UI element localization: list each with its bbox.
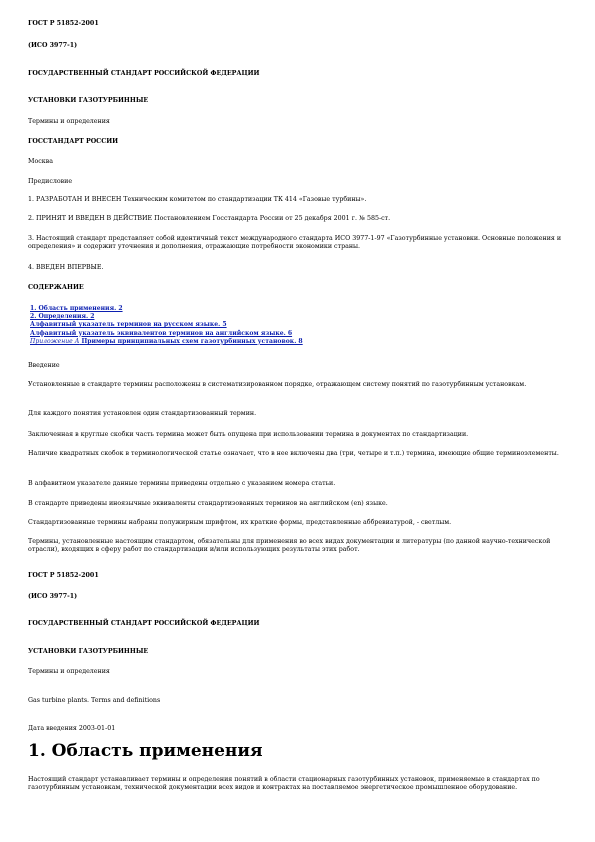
- contents-heading: СОДЕРЖАНИЕ: [28, 284, 84, 291]
- intro-paragraph-7: Стандартизованные термины набраны полужирным шрифтом, их краткие формы, представленные аббревиатурой, - светлым.: [28, 519, 452, 526]
- intro-paragraph-8: Термины, установленные настоящим стандартом, обязательны для применения во всех видах документации и литературы (по данной научно-технической отрасли), входящих в сферу работ по стандартизации и/или использующих результаты этих работ.: [28, 538, 551, 554]
- second-state-standard-label: ГОСУДАРСТВЕННЫЙ СТАНДАРТ РОССИЙСКОЙ ФЕДЕРАЦИИ: [28, 620, 260, 627]
- second-document-subtitle: Термины и определения: [28, 668, 110, 675]
- foreword-item-4: 4. ВВЕДЕН ВПЕРВЫЕ.: [28, 264, 104, 271]
- foreword-item-2: 2. ПРИНЯТ И ВВЕДЕН В ДЕЙСТВИЕ Постановлением Госстандарта России от 25 декабря 2001 г. № 585-ст.: [28, 215, 391, 222]
- toc-link-scope[interactable]: 1. Область применения. 2: [30, 305, 123, 312]
- english-title: Gas turbine plants. Terms and definitions: [28, 697, 161, 704]
- intro-heading: Введение: [28, 362, 60, 369]
- intro-paragraph-3: Заключенная в круглые скобки часть термина может быть опущена при использовании термина в документах по стандартизации.: [28, 431, 469, 438]
- toc-appendix-title[interactable]: Примеры принципиальных схем газотурбинных установок. 8: [79, 337, 303, 345]
- table-of-contents: [30, 305, 570, 346]
- intro-paragraph-2: Для каждого понятия установлен один стандартизованный термин.: [28, 410, 257, 417]
- intro-paragraph-6: В стандарте приведены иноязычные эквиваленты стандартизованных терминов на английском (en) языке.: [28, 500, 388, 507]
- intro-paragraph-5: В алфавитном указателе данные термины приведены отдельно с указанием номера статьи.: [28, 480, 336, 487]
- foreword-item-3: 3. Настоящий стандарт представляет собой идентичный текст международного стандарта ИСО 3977-1-97 «Газотурбинные установки. Основные положения и определения» и содержит уточнения и дополнения, отражающие потребности экономики страны.: [28, 235, 562, 251]
- toc-appendix-label: Приложение А: [30, 337, 80, 345]
- toc-link-definitions[interactable]: 2. Определения. 2: [30, 313, 95, 321]
- foreword-item-1: 1. РАЗРАБОТАН И ВНЕСЕН Техническим комитетом по стандартизации ТК 414 «Газовые турбины».: [28, 196, 367, 203]
- city: Москва: [28, 158, 53, 165]
- state-standard-label: ГОСУДАРСТВЕННЫЙ СТАНДАРТ РОССИЙСКОЙ ФЕДЕРАЦИИ: [28, 70, 260, 77]
- document-title: УСТАНОВКИ ГАЗОТУРБИННЫЕ: [28, 97, 149, 104]
- intro-paragraph-1: Установленные в стандарте термины расположены в систематизированном порядке, отражающем систему понятий по газотурбинным установкам.: [28, 381, 527, 388]
- gost-number: ГОСТ Р 51852-2001: [28, 20, 99, 27]
- intro-paragraph-4: Наличие квадратных скобок в терминологической статье означает, что в нее включены два (три, четыре и т.п.) термина, имеющие общие терминоэлементы.: [28, 450, 559, 457]
- section-1-text: Настоящий стандарт устанавливает термины и определения понятий в области стационарных газотурбинных установок, применяемые в стандартах по газотурбинным установкам, технической документации всех видов и контрактах на поставляемое энергетическое промышленное оборудование.: [28, 776, 540, 792]
- toc-link-appendix[interactable]: [30, 338, 570, 346]
- iso-number: (ИСО 3977-1): [28, 42, 78, 49]
- document-subtitle: Термины и определения: [28, 118, 110, 125]
- foreword-heading: Предисловие: [28, 178, 73, 185]
- second-iso-number: (ИСО 3977-1): [28, 593, 78, 600]
- intro-date: Дата введения 2003-01-01: [28, 725, 116, 732]
- second-gost-number: ГОСТ Р 51852-2001: [28, 572, 99, 579]
- toc-link-english-index[interactable]: Алфавитный указатель эквивалентов терминов на английском языке. 6: [30, 329, 293, 337]
- second-document-title: УСТАНОВКИ ГАЗОТУРБИННЫЕ: [28, 648, 149, 655]
- toc-link-russian-index[interactable]: Алфавитный указатель терминов на русском языке. 5: [30, 321, 227, 329]
- section-1-heading: 1. Область применения: [28, 741, 263, 761]
- publisher: ГОССТАНДАРТ РОССИИ: [28, 138, 119, 145]
